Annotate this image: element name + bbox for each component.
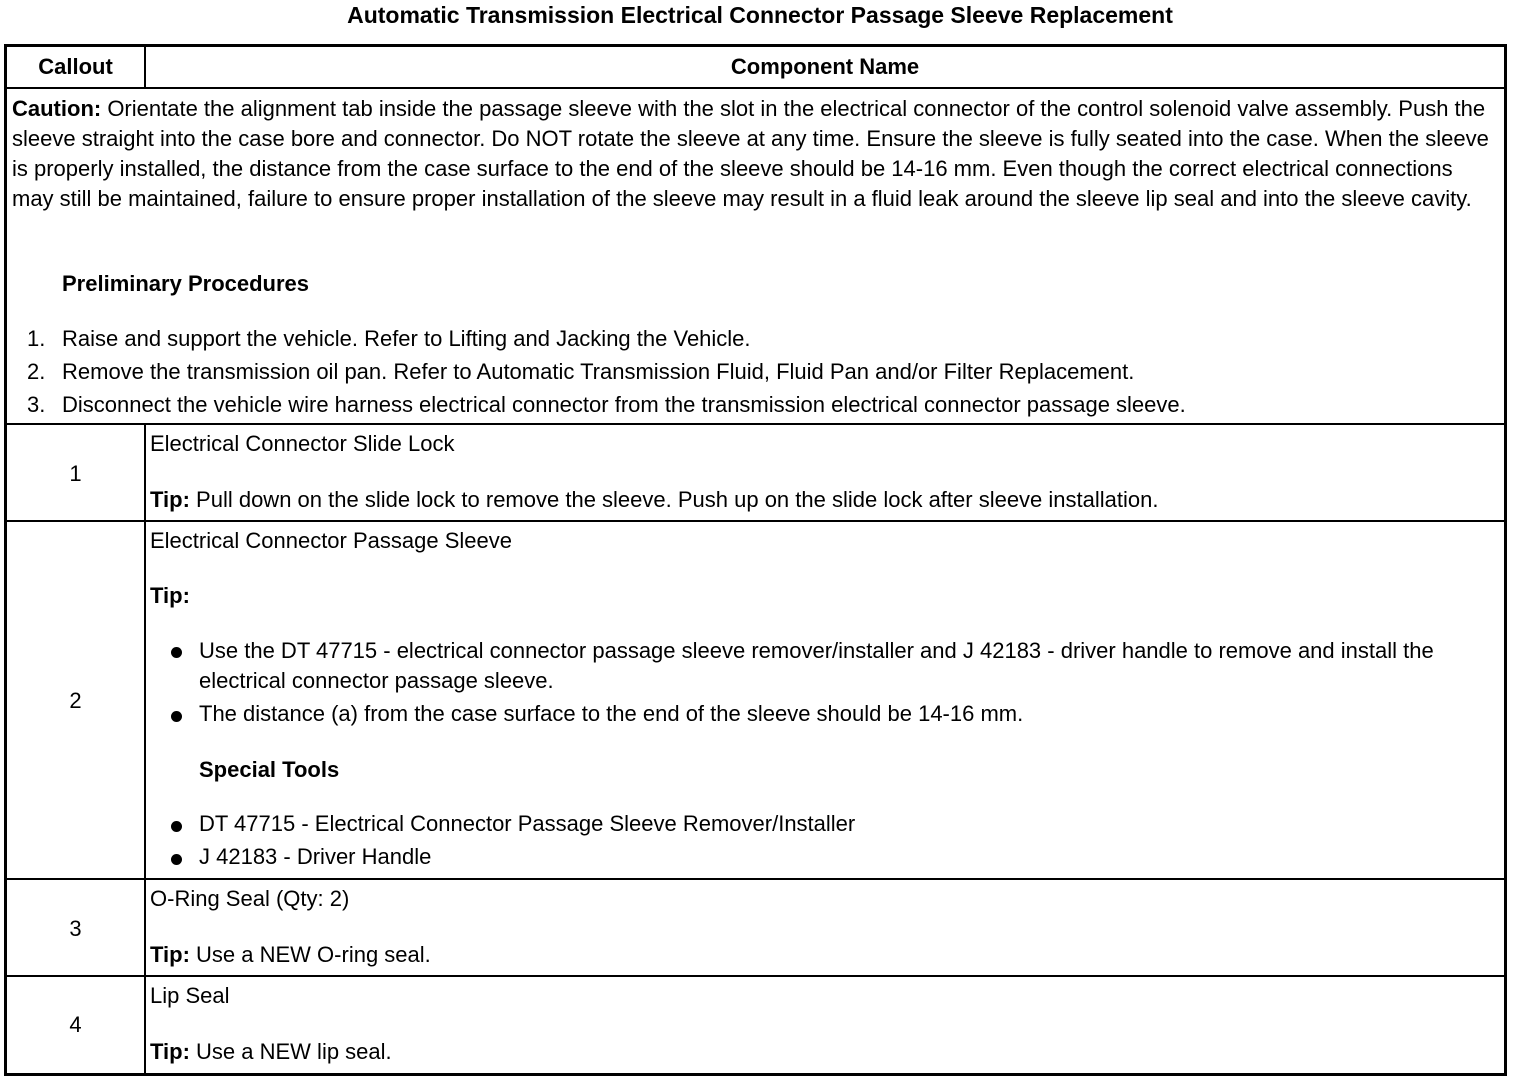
special-tools-heading: Special Tools: [199, 757, 340, 782]
caution-label: Caution:: [12, 96, 102, 121]
tip-line: [150, 485, 1158, 515]
step-text: Remove the transmission oil pan. Refer to Automatic Transmission Fluid, Fluid Pan and/or Filter Replacement.: [62, 359, 1135, 384]
component-table: [4, 44, 1507, 1076]
callout-number: 4: [7, 977, 146, 1073]
step-number: 3.: [27, 392, 46, 417]
preliminary-heading: Preliminary Procedures: [62, 271, 310, 296]
tip-bullet: Use the DT 47715 - electrical connector passage sleeve remover/installer and J 42183 - driver handle to remove and install the electrical connector passage sleeve.: [199, 638, 1434, 693]
page-title: Automatic Transmission Electrical Connector Passage Sleeve Replacement: [347, 2, 1173, 28]
bullet-icon: [171, 854, 182, 865]
tip-line: [150, 940, 431, 970]
callout-number: 1: [7, 425, 146, 522]
step-text: Raise and support the vehicle. Refer to Lifting and Jacking the Vehicle.: [62, 326, 751, 351]
step-number: 2.: [27, 359, 46, 384]
tip-text: Use a NEW lip seal.: [189, 1039, 392, 1064]
table-row: [7, 520, 1504, 880]
callout-number: 3: [7, 880, 146, 977]
tip-label: Tip:: [150, 487, 190, 512]
bullet-icon: [171, 647, 182, 658]
component-name: Lip Seal: [150, 983, 230, 1008]
table-row: [7, 878, 1504, 977]
special-tool-item: J 42183 - Driver Handle: [199, 844, 432, 869]
tip-bullet: The distance (a) from the case surface to the end of the sleeve should be 14-16 mm.: [199, 701, 1024, 726]
tip-text: Use a NEW O-ring seal.: [189, 942, 431, 967]
component-name: O-Ring Seal (Qty: 2): [150, 886, 350, 911]
tip-line: [150, 1037, 392, 1067]
tip-label: Tip:: [150, 583, 190, 608]
bullet-icon: [171, 821, 182, 832]
step-number: 1.: [27, 326, 46, 351]
tip-label: Tip:: [150, 1039, 190, 1064]
special-tool-item: DT 47715 - Electrical Connector Passage Sleeve Remover/Installer: [199, 811, 856, 836]
table-row: [7, 423, 1504, 522]
table-header-row: [7, 47, 1504, 87]
caution-text: Orientate the alignment tab inside the passage sleeve with the slot in the electrical connector of the control solenoid valve assembly. Push the sleeve straight into the case bore and connector. Do NOT rotate the sleeve at any time. Ensure the sleeve is fully seated into the case. When the sleeve is properly installed, the distance from the case surface to the end of the sleeve should be 14-16 mm. Even though the correct electrical connections may still be maintained, failure to ensure proper installation of the sleeve may result in a fluid leak around the sleeve lip seal and into the sleeve cavity.: [12, 96, 1489, 211]
callout-number: 2: [7, 522, 146, 880]
header-callout: Callout: [7, 47, 146, 87]
header-component-name: Component Name: [730, 54, 920, 79]
tip-text: Pull down on the slide lock to remove the sleeve. Push up on the slide lock after sleeve installation.: [189, 487, 1159, 512]
tip-label: Tip:: [150, 942, 190, 967]
component-name: Electrical Connector Slide Lock: [150, 431, 455, 456]
step-text: Disconnect the vehicle wire harness electrical connector from the transmission electrical connector passage sleeve.: [62, 392, 1186, 417]
caution-row: [7, 87, 1504, 425]
component-name: Electrical Connector Passage Sleeve: [150, 528, 512, 553]
caution-paragraph: [12, 94, 1494, 214]
table-row: [7, 975, 1504, 1073]
bullet-icon: [171, 711, 182, 722]
